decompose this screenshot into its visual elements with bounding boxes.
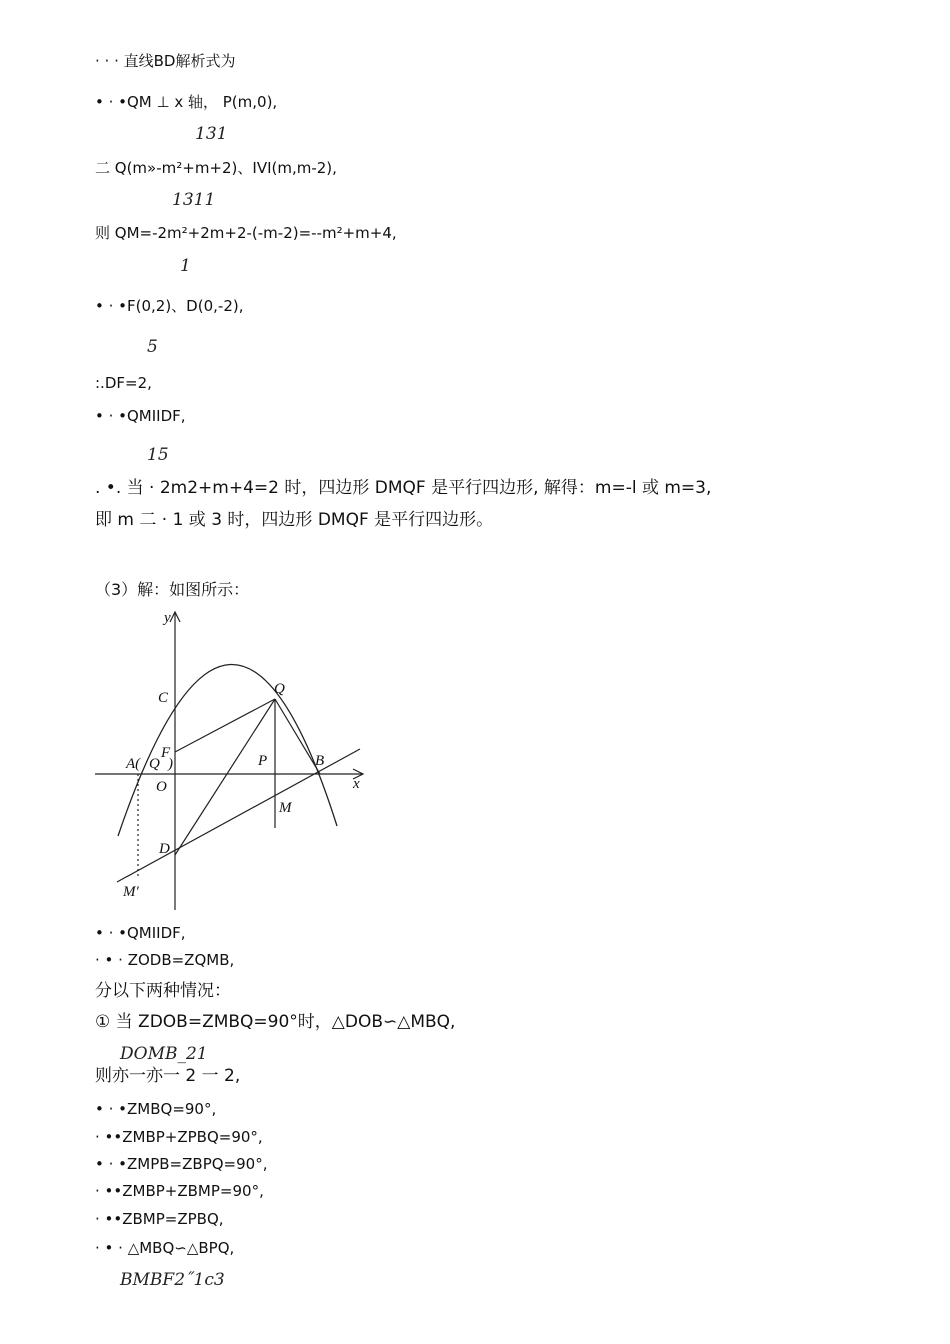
parabola-figure <box>95 600 375 915</box>
text-line: 二 Q(m»-m²+m+2)、IVI(m,m-2), <box>95 159 337 177</box>
text-line: · ••ZMBP+ZBMP=90°, <box>95 1182 264 1200</box>
text-line: · • · ZODB=ZQMB, <box>95 951 235 969</box>
label-Q: Q <box>274 681 285 697</box>
fraction-fragment: DOMB_21 <box>120 1044 208 1064</box>
fraction-fragment: 131 <box>195 124 228 144</box>
label-M: M <box>279 800 292 816</box>
text-line: . •. 当 · 2m2+m+4=2 时，四边形 DMQF 是平行四边形, 解得：m=-l 或 m=3, <box>95 478 712 498</box>
text-line: 即 m 二 · 1 或 3 时，四边形 DMQF 是平行四边形。 <box>95 510 494 530</box>
text-line: · • · △MBQ∽△BPQ, <box>95 1239 235 1257</box>
label-paren: ) <box>168 756 173 772</box>
text-line: • · •F(0,2)、D(0,-2), <box>95 297 244 315</box>
label-Q-alt: Q <box>149 756 160 772</box>
text-line: 则 QM=-2m²+2m+2-(-m-2)=--m²+m+4, <box>95 224 397 242</box>
fraction-fragment: 1311 <box>172 190 216 210</box>
text-line: ① 当 ZDOB=ZMBQ=90°时，△DOB∽△MBQ, <box>95 1012 456 1032</box>
label-x: x <box>353 776 360 792</box>
text-line: 分以下两种情况： <box>95 981 231 1001</box>
text-line: · ••ZBMP=ZPBQ, <box>95 1210 224 1228</box>
text-line: • · •QMIIDF, <box>95 924 186 942</box>
text-line: :.DF=2, <box>95 374 152 392</box>
label-A: A( <box>126 756 141 772</box>
label-C: C <box>158 690 169 706</box>
label-M-prime: M′ <box>123 884 139 900</box>
fraction-fragment: 15 <box>147 445 169 465</box>
label-B: B <box>315 753 325 769</box>
text-line: • · •QM ⊥ x 轴， P(m,0), <box>95 93 278 111</box>
label-P: P <box>258 753 268 769</box>
text-line: • · •ZMBQ=90°, <box>95 1100 217 1118</box>
label-F: F <box>161 745 171 761</box>
fraction-fragment: 5 <box>147 337 158 357</box>
text-line: · · · 直线BD解析式为 <box>95 52 236 70</box>
text-line: · ••ZMBP+ZPBQ=90°, <box>95 1128 263 1146</box>
section-heading: （3）解：如图所示： <box>95 580 250 599</box>
label-y: y <box>164 610 171 626</box>
text-line: 则亦一亦一 2 一 2, <box>95 1066 241 1086</box>
text-line: • · •ZMPB=ZBPQ=90°, <box>95 1155 268 1173</box>
fraction-fragment: BMBF2˝1c3 <box>120 1270 225 1290</box>
label-O: O <box>156 779 167 795</box>
label-D: D <box>159 841 170 857</box>
fraction-fragment: 1 <box>180 256 191 276</box>
text-line: • · •QMIIDF, <box>95 407 186 425</box>
